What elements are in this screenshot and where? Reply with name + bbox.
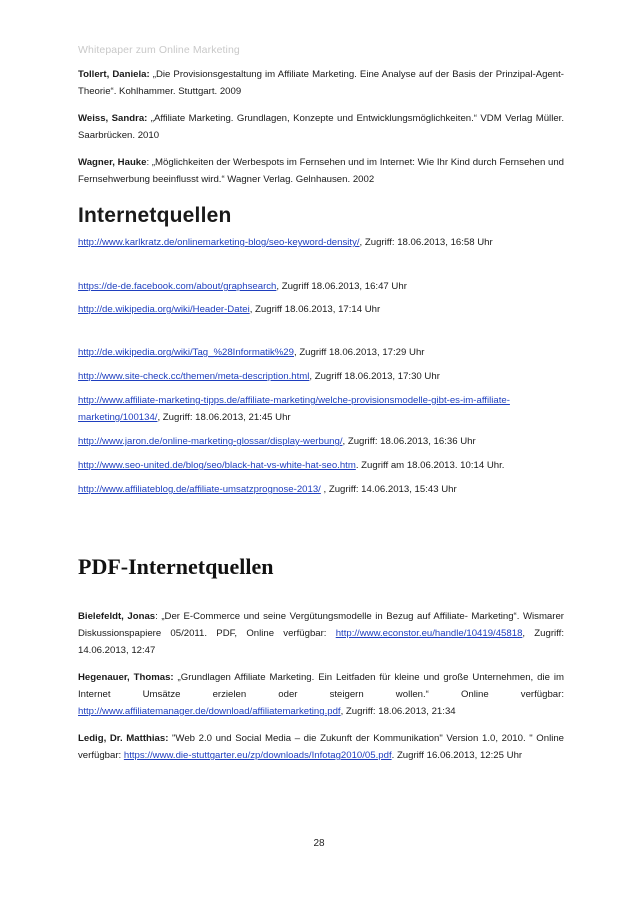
pdf-link[interactable]: http://www.affiliatemanager.de/download/affiliatemarketing.pdf	[78, 706, 341, 717]
source-access: . Zugriff 16.06.2013, 12:25 Uhr	[391, 750, 523, 761]
ref-author: Wagner, Hauke	[78, 157, 147, 168]
internet-source-item	[78, 433, 564, 450]
source-access: , Zugriff: 14.06.2013, 12:47	[78, 628, 564, 656]
running-header: Whitepaper zum Online Marketing	[78, 44, 240, 56]
source-link[interactable]: http://www.karlkratz.de/onlinemarketing-blog/seo-keyword-density/	[78, 237, 360, 248]
page-number: 28	[313, 838, 325, 849]
source-link[interactable]: http://www.jaron.de/online-marketing-glossar/display-werbung/	[78, 436, 343, 447]
source-link[interactable]: http://www.seo-united.de/blog/seo/black-hat-vs-white-hat-seo.htm	[78, 460, 356, 471]
literature-entry	[78, 154, 564, 188]
pdf-source-item	[78, 608, 564, 659]
source-access: , Zugriff: 18.06.2013, 21:34	[340, 706, 456, 717]
ref-text: „Die Provisionsgestaltung im Affiliate Marketing. Eine Analyse auf der Basis der Prinzipal-Agent-Theorie“. Kohlhammer. Stuttgart. 2009	[78, 69, 564, 97]
source-access: , Zugriff 18.06.2013, 17:30 Uhr	[309, 371, 440, 382]
ref-author: Tollert, Daniela:	[78, 69, 150, 80]
pdf-link[interactable]: http://www.econstor.eu/handle/10419/45818	[335, 628, 523, 639]
source-link[interactable]: http://de.wikipedia.org/wiki/Header-Datei	[78, 304, 250, 315]
source-access: , Zugriff: 14.06.2013, 15:43 Uhr	[320, 484, 457, 495]
literature-entry	[78, 66, 564, 100]
source-link[interactable]: http://de.wikipedia.org/wiki/Tag_%28Informatik%29	[78, 347, 294, 358]
internet-source-item	[78, 234, 564, 251]
ref-author: Weiss, Sandra:	[78, 113, 148, 124]
section-heading-internetquellen: Internetquellen	[78, 204, 232, 227]
internet-source-item	[78, 301, 564, 318]
pdf-source-item	[78, 730, 564, 764]
source-access: , Zugriff 18.06.2013, 17:29 Uhr	[293, 347, 425, 358]
pdf-link[interactable]: https://www.die-stuttgarter.eu/zp/downloads/Infotag2010/05.pdf	[123, 750, 392, 761]
ref-text: „Grundlagen Affiliate Marketing. Ein Leitfaden für kleine und große Unternehmen, die im Internet Umsätze erzielen oder steigern wollen.“ Online verfügbar:	[78, 672, 564, 700]
source-access: , Zugriff 18.06.2013, 17:14 Uhr	[249, 304, 381, 315]
literature-entry	[78, 110, 564, 144]
source-link[interactable]: http://www.affiliateblog.de/affiliate-umsatzprognose-2013/	[78, 484, 321, 495]
source-access: , Zugriff 18.06.2013, 16:47 Uhr	[276, 281, 407, 292]
source-access: , Zugriff: 18.06.2013, 16:36 Uhr	[342, 436, 476, 447]
ref-author: Ledig, Dr. Matthias:	[78, 733, 169, 744]
internet-source-item	[78, 392, 564, 426]
source-access: , Zugriff: 18.06.2013, 16:58 Uhr	[359, 237, 493, 248]
source-access: , Zugriff: 18.06.2013, 21:45 Uhr	[157, 412, 291, 423]
internet-source-item	[78, 457, 564, 474]
ref-author: Bielefeldt, Jonas	[78, 611, 156, 622]
internet-source-item	[78, 481, 564, 498]
page-content	[78, 66, 564, 774]
ref-text: : „Der E-Commerce und seine Vergütungsmodelle in Bezug auf Affiliate- Marketing“. Wismarer Diskussionspapiere 05/2011. PDF, Online verfügbar:	[78, 611, 564, 639]
ref-author: Hegenauer, Thomas:	[78, 672, 174, 683]
internet-source-item	[78, 278, 564, 295]
ref-text: "Web 2.0 und Social Media – die Zukunft der Kommunikation" Version 1.0, 2010. " Online verfügbar:	[78, 733, 565, 761]
source-access: . Zugriff am 18.06.2013. 10:14 Uhr.	[355, 460, 505, 471]
section-heading-pdf-internetquellen: PDF-Internetquellen	[78, 554, 274, 579]
ref-text: „Affiliate Marketing. Grundlagen, Konzepte und Entwicklungsmöglichkeiten.“ VDM Verlag Müller. Saarbrücken. 2010	[78, 113, 564, 141]
ref-text: : „Möglichkeiten der Werbespots im Fernsehen und im Internet: Wie Ihr Kind durch Fernsehen und Fernsehwerbung beeinflusst wird.“ Wagner Verlag. Gelnhausen. 2002	[78, 157, 565, 185]
source-link[interactable]: https://de-de.facebook.com/about/graphsearch	[78, 281, 277, 292]
internet-source-item	[78, 344, 564, 361]
internet-source-item	[78, 368, 564, 385]
source-link[interactable]: http://www.site-check.cc/themen/meta-description.html	[78, 371, 310, 382]
pdf-source-item	[78, 669, 564, 720]
source-link[interactable]: http://www.affiliate-marketing-tipps.de/affiliate-marketing/welche-provisionsmodelle-gibt-es-im-affiliate-marketing/100134/	[78, 395, 510, 423]
